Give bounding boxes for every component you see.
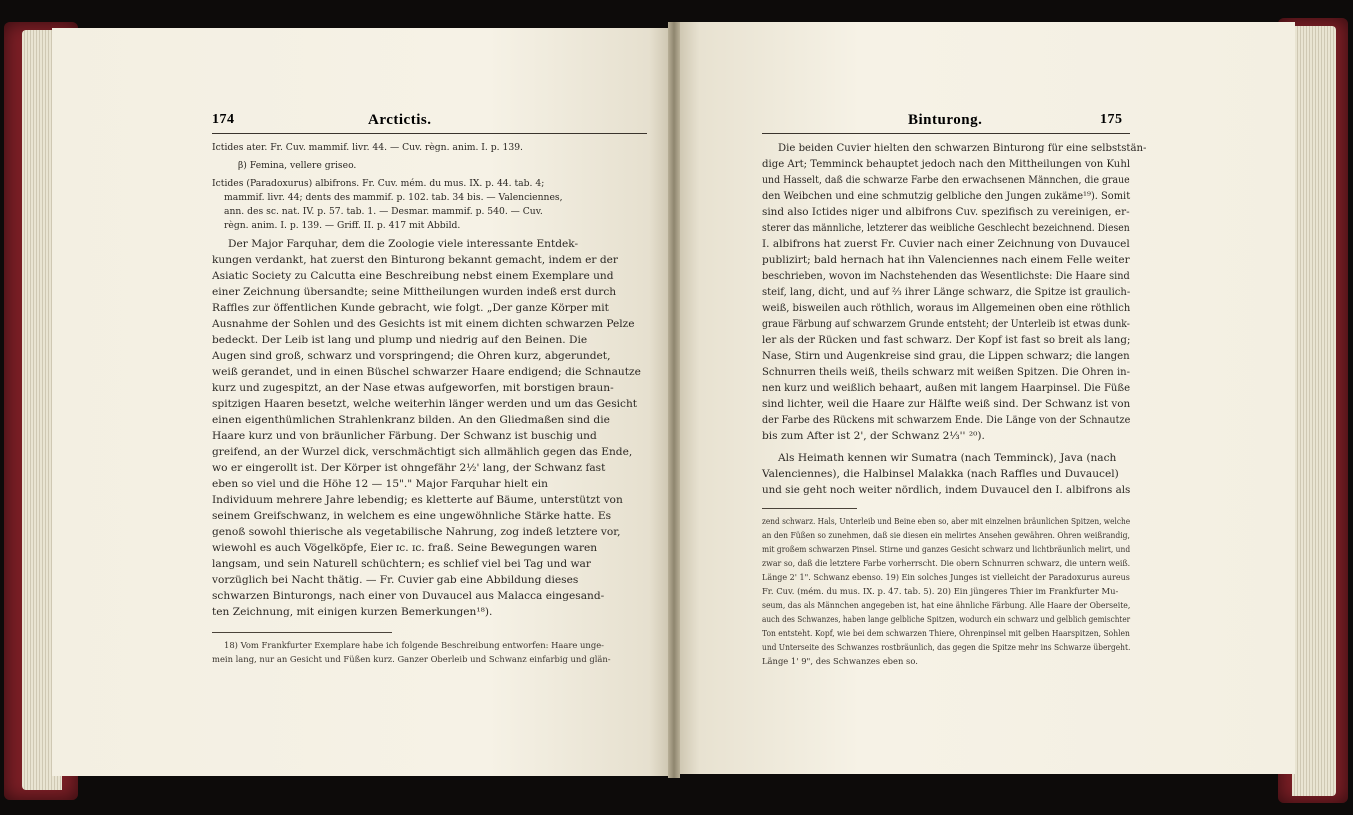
body-line: steif, lang, dicht, und auf ⅔ ihrer Länge schwarz, die Spitze ist graulich- <box>762 286 1131 298</box>
footnote-line: Länge 1' 9", des Schwanzes eben so. <box>762 656 918 666</box>
body-line: ler als der Rücken und fast schwarz. Der Kopf ist fast so breit als lang; <box>762 334 1131 346</box>
body-line: einer Zeichnung übersandte; seine Mittheilungen wurden indeß erst durch <box>212 286 617 298</box>
body-line: vorzüglich bei Nacht thätig. — Fr. Cuvier gab eine Abbildung dieses <box>212 574 579 586</box>
body-line: seinem Greifschwanz, in welchem es eine ungewöhnliche Stärke hatte. Es <box>212 510 612 522</box>
synonymy-line: mammif. livr. 44; dents des mammif. p. 102. tab. 34 bis. — Valenciennes, <box>224 192 563 203</box>
body-line: Valenciennes), die Halbinsel Malakka (nach Raffles und Duvaucel) <box>762 468 1119 480</box>
left-page-number: 174 <box>212 112 235 127</box>
footnote-line: mit großem schwarzen Pinsel. Stirne und ganzes Gesicht schwarz und lichtbräunlich melirt, und <box>762 544 1131 554</box>
body-line: kurz und zugespitzt, an der Nase etwas aufgeworfen, mit borstigen braun- <box>212 382 614 394</box>
body-line: weiß gerandet, und in einen Büschel schwarzer Haare endigend; die Schnautze <box>212 366 641 378</box>
body-line: graue Färbung auf schwarzem Grunde entsteht; der Unterleib ist etwas dunk- <box>762 318 1130 330</box>
body-line: Schnurren theils weiß, theils schwarz mit weißen Spitzen. Die Ohren in- <box>762 366 1130 378</box>
right-header-rule <box>762 133 1130 134</box>
footnote-line: auch des Schwanzes, haben lange gelbliche Spitzen, wodurch ein schwarz und gelblich gemischter <box>762 614 1131 624</box>
body-line: und Hasselt, daß die schwarze Farbe den erwachsenen Männchen, die graue <box>762 174 1130 186</box>
body-line: wo er eingerollt ist. Der Körper ist ohngefähr 2½' lang, der Schwanz fast <box>212 462 606 474</box>
right-running-title: Binturong. <box>908 112 983 128</box>
body-line: Der Major Farquhar, dem die Zoologie viele interessante Entdek- <box>228 238 579 250</box>
body-line: sterer das männliche, letzterer das weibliche Geschlecht bezeichnend. Diesen <box>762 222 1130 234</box>
body-line: den Weibchen und eine schmutzig gelbliche den Jungen zukäme¹⁹). Somit <box>762 190 1131 202</box>
footnote-line: Ton entsteht. Kopf, wie bei dem schwarzen Thiere, Ohrenpinsel mit gelben Haarspitzen, Sohlen <box>762 628 1130 638</box>
book-gutter <box>668 22 680 778</box>
body-line: Nase, Stirn und Augenkreise sind grau, die Lippen schwarz; die langen <box>762 350 1130 362</box>
footnote-line: an den Füßen so zunehmen, daß sie diesen ein melirtes Ansehen gewähren. Ohren weißrandig, <box>762 530 1130 540</box>
footnote-line: seum, das als Männchen angegeben ist, hat eine ähnliche Färbung. Alle Haare der Oberseite, <box>762 600 1131 610</box>
body-line: der Farbe des Rückens mit schwarzem Ende. Die Länge von der Schnautze <box>762 414 1131 426</box>
body-line: Ausnahme der Sohlen und des Gesichts ist mit einem dichten schwarzen Pelze <box>212 318 635 330</box>
footnote-line: 18) Vom Frankfurter Exemplare habe ich folgende Beschreibung entworfen: Haare unge- <box>224 640 604 650</box>
body-line: Haare kurz und von bräunlicher Färbung. Der Schwanz ist buschig und <box>212 430 597 442</box>
body-line: schwarzen Binturongs, nach einer von Duvaucel aus Malacca eingesand- <box>212 590 605 602</box>
body-line: ten Zeichnung, mit einigen kurzen Bemerkungen¹⁸). <box>212 606 493 618</box>
body-line: spitzigen Haaren besetzt, welche weiterhin länger werden und um das Gesicht <box>212 398 638 410</box>
body-line: nen kurz und weißlich behaart, außen mit langem Haarpinsel. Die Füße <box>762 382 1131 394</box>
body-line: eben so viel und die Höhe 12 — 15"." Major Farquhar hielt ein <box>212 478 548 490</box>
body-line: Asiatic Society zu Calcutta eine Beschreibung nebst einem Exemplare und <box>212 270 614 282</box>
synonymy-line: ann. des sc. nat. IV. p. 57. tab. 1. — Desmar. mammif. p. 540. — Cuv. <box>224 206 543 217</box>
body-line: dige Art; Temminck behauptet jedoch nach den Mittheilungen von Kuhl <box>762 158 1131 170</box>
footnote-line: mein lang, nur an Gesicht und Füßen kurz. Ganzer Oberleib und Schwanz einfarbig und glän- <box>212 654 611 664</box>
body-line: Als Heimath kennen wir Sumatra (nach Temminck), Java (nach <box>778 452 1117 464</box>
body-line: publizirt; bald hernach hat ihn Valenciennes nach einem Felle weiter <box>762 254 1130 266</box>
footnote-line: Fr. Cuv. (mém. du mus. IX. p. 47. tab. 5). 20) Ein jüngeres Thier im Frankfurter Mu- <box>762 586 1119 596</box>
body-line: Die beiden Cuvier hielten den schwarzen Binturong für eine selbststän- <box>778 142 1147 154</box>
footnote-line: und Unterseite des Schwanzes rostbräunlich, das gegen die Spitze mehr ins Schwarze übergeht. <box>762 642 1131 652</box>
body-line: sind also Ictides niger und albifrons Cuv. spezifisch zu vereinigen, er- <box>762 206 1130 218</box>
body-line: sind lichter, weil die Haare zur Hälfte weiß sind. Der Schwanz ist von <box>762 398 1131 410</box>
body-line: weiß, bisweilen auch röthlich, woraus im Allgemeinen oben eine röthlich <box>762 302 1131 314</box>
body-line: und sie geht noch weiter nördlich, indem Duvaucel den I. albifrons als <box>762 484 1131 496</box>
footnote-line: Länge 2' 1". Schwanz ebenso. 19) Ein solches Junges ist vielleicht der Paradoxurus aureus <box>762 572 1130 582</box>
body-line: Individuum mehrere Jahre lebendig; es kletterte auf Bäume, unterstützt von <box>212 494 623 506</box>
body-line: genoß sowohl thierische als vegetabilische Nahrung, zog indeß letztere vor, <box>212 526 621 538</box>
right-footnote-rule <box>762 508 857 509</box>
body-line: I. albifrons hat zuerst Fr. Cuvier nach einer Zeichnung von Duvaucel <box>762 238 1130 250</box>
body-line: beschrieben, wovon im Nachstehenden das Wesentlichste: Die Haare sind <box>762 270 1130 282</box>
body-line: wiewohl es auch Vögelköpfe, Eier ɪc. ɪc. fraß. Seine Bewegungen waren <box>212 542 598 554</box>
body-line: bis zum After ist 2', der Schwanz 2⅓'' ²⁰). <box>762 430 985 442</box>
right-page-number: 175 <box>1100 112 1123 127</box>
body-line: bedeckt. Der Leib ist lang und plump und niedrig auf den Beinen. Die <box>212 334 588 346</box>
body-line: einen eigenthümlichen Strahlenkranz bilden. An den Gliedmaßen sind die <box>212 414 610 426</box>
left-running-title: Arctictis. <box>368 112 432 128</box>
right-page-edges <box>1292 26 1336 796</box>
synonymy-line: règn. anim. I. p. 139. — Griff. II. p. 417 mit Abbild. <box>224 220 461 231</box>
body-line: langsam, und sein Naturell schüchtern; es schlief viel bei Tag und war <box>212 558 591 570</box>
body-line: greifend, an der Wurzel dick, verschmächtigt sich allmählich gegen das Ende, <box>212 446 633 458</box>
body-line: Augen sind groß, schwarz und vorspringend; die Ohren kurz, abgerundet, <box>212 350 611 362</box>
body-line: kungen verdankt, hat zuerst den Binturong bekannt gemacht, indem er der <box>212 254 618 266</box>
synonymy-line: β) Femina, vellere griseo. <box>238 160 357 171</box>
footnote-line: zend schwarz. Hals, Unterleib und Beine eben so, aber mit einzelnen bräunlichen Spitzen, welche <box>762 516 1131 526</box>
footnote-line: zwar so, daß die letztere Farbe vorherrscht. Die obern Schnurren schwarz, die untern weiß. <box>762 558 1131 568</box>
left-header-rule <box>212 133 647 134</box>
synonymy-line: Ictides (Paradoxurus) albifrons. Fr. Cuv. mém. du mus. IX. p. 44. tab. 4; <box>212 178 545 189</box>
synonymy-line: Ictides ater. Fr. Cuv. mammif. livr. 44. — Cuv. règn. anim. I. p. 139. <box>212 142 523 153</box>
body-line: Raffles zur öffentlichen Kunde gebracht, wie folgt. „Der ganze Körper mit <box>212 302 609 314</box>
left-footnote-rule <box>212 632 392 633</box>
